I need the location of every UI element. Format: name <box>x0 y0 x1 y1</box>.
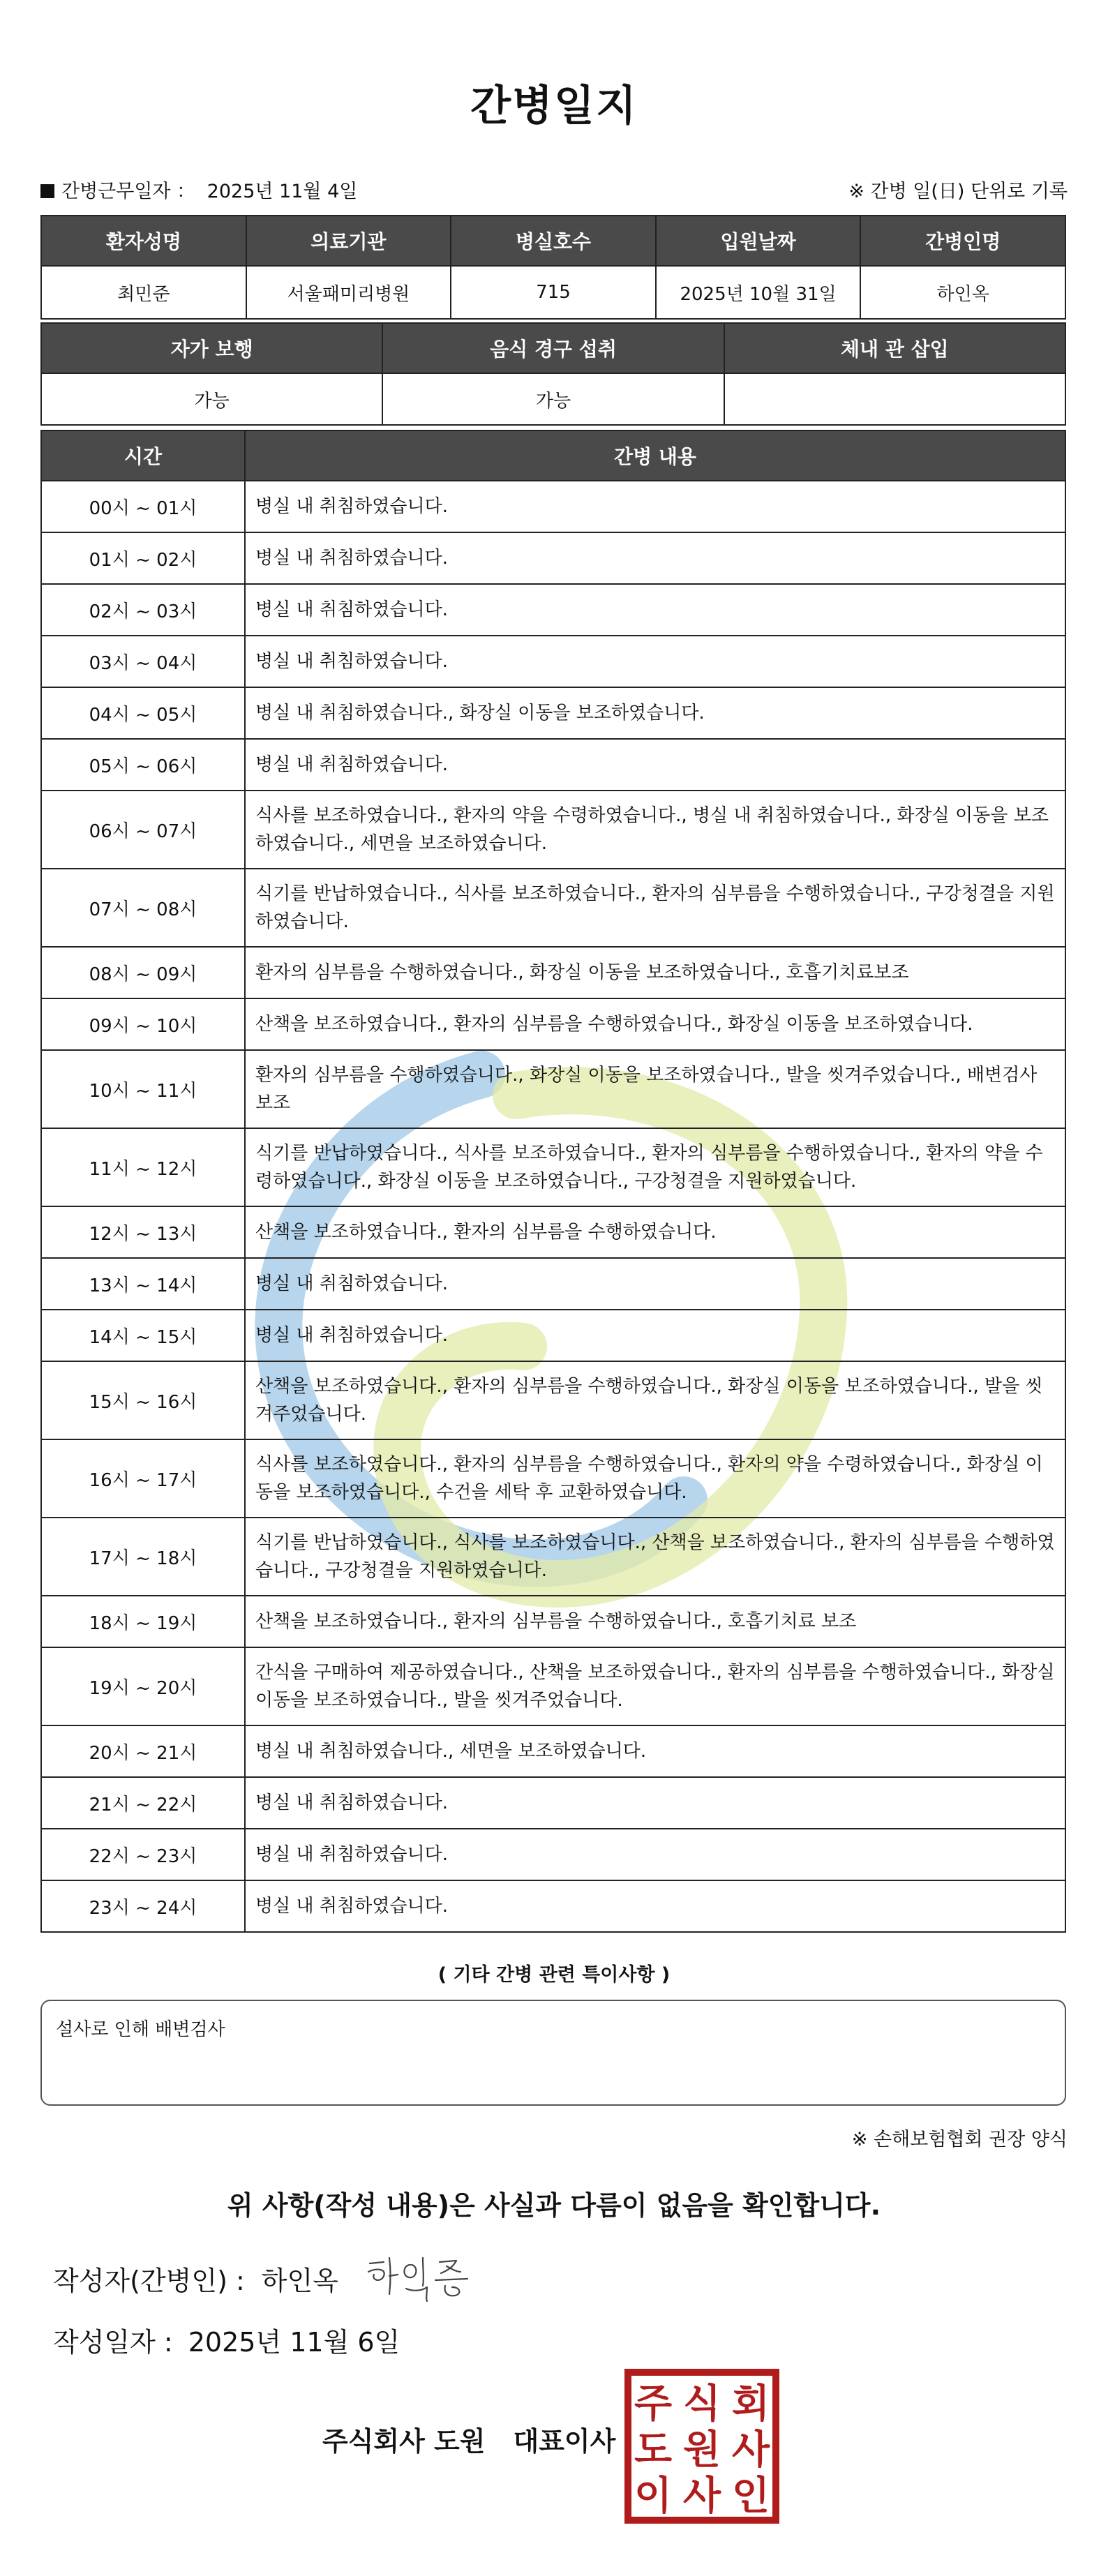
row-content: 병실 내 취침하였습니다. <box>245 1777 1065 1829</box>
table-row <box>41 1518 1065 1596</box>
table-row <box>41 1361 1065 1439</box>
table-row <box>41 1206 1065 1258</box>
hospital-name: 서울패미리병원 <box>246 266 451 319</box>
row-time: 01시 ~ 02시 <box>41 532 245 584</box>
table-row <box>41 532 1065 584</box>
row-time: 05시 ~ 06시 <box>41 739 245 791</box>
table-row <box>41 1310 1065 1361</box>
form-source-note: ※ 손해보험협회 권장 양식 <box>851 2129 1068 2150</box>
confirmation-statement: 위 사항(작성 내용)은 사실과 다름이 없음을 확인합니다. <box>227 2190 881 2221</box>
row-time: 19시 ~ 20시 <box>41 1647 245 1725</box>
row-time: 22시 ~ 23시 <box>41 1829 245 1880</box>
row-time: 14시 ~ 15시 <box>41 1310 245 1361</box>
row-content: 병실 내 취침하였습니다. <box>245 636 1065 687</box>
table-row <box>41 998 1065 1050</box>
row-content: 식사를 보조하였습니다., 환자의 심부름을 수행하였습니다., 환자의 약을 수령하였습니다., 화장실 이동을 보조하였습니다., 수건을 세탁 후 교환하였습니다. <box>245 1439 1065 1518</box>
row-content: 병실 내 취침하였습니다. <box>245 584 1065 636</box>
row-content: 간식을 구매하여 제공하였습니다., 산책을 보조하였습니다., 환자의 심부름을 수행하였습니다., 화장실 이동을 보조하였습니다., 발을 씻겨주었습니다. <box>245 1647 1065 1725</box>
svg-text:원: 원 <box>682 2427 721 2473</box>
table-row <box>41 1258 1065 1310</box>
author-name: 하인옥 <box>261 2266 338 2296</box>
svg-text:인: 인 <box>731 2473 770 2519</box>
row-content: 병실 내 취침하였습니다. <box>245 1880 1065 1932</box>
row-time: 09시 ~ 10시 <box>41 998 245 1050</box>
special-notes-text: 설사로 인해 배변검사 <box>56 2019 225 2040</box>
row-content: 병실 내 취침하였습니다. <box>245 481 1065 532</box>
header-hospital: 의료기관 <box>246 216 451 266</box>
caregiver-name: 하인옥 <box>860 266 1065 319</box>
work-date-value: 2025년 11월 4일 <box>207 181 358 202</box>
company-line <box>322 2420 615 2458</box>
row-time: 15시 ~ 16시 <box>41 1361 245 1439</box>
self-walking-value: 가능 <box>41 373 382 425</box>
row-time: 11시 ~ 12시 <box>41 1128 245 1206</box>
work-date-line <box>40 176 357 203</box>
table-row <box>41 791 1065 869</box>
table-row <box>41 584 1065 636</box>
row-time: 02시 ~ 03시 <box>41 584 245 636</box>
written-date-line <box>53 2321 400 2359</box>
row-time: 08시 ~ 09시 <box>41 947 245 998</box>
row-content: 병실 내 취침하였습니다., 화장실 이동을 보조하였습니다. <box>245 687 1065 739</box>
table-row <box>41 1596 1065 1647</box>
company-name: 주식회사 도원 <box>322 2426 486 2457</box>
unit-note: ※ 간병 일(日) 단위로 기록 <box>848 181 1068 202</box>
row-content: 식사를 보조하였습니다., 환자의 약을 수령하였습니다., 병실 내 취침하였습니다., 화장실 이동을 보조하였습니다., 세면을 보조하였습니다. <box>245 791 1065 869</box>
row-content: 식기를 반납하였습니다., 식사를 보조하였습니다., 산책을 보조하였습니다., 환자의 심부름을 수행하였습니다., 구강청결을 지원하였습니다. <box>245 1518 1065 1596</box>
patient-info-header-row <box>41 216 1065 266</box>
patient-info-table <box>40 215 1066 320</box>
row-content: 식기를 반납하였습니다., 식사를 보조하였습니다., 환자의 심부름을 수행하였습니다., 환자의 약을 수령하였습니다., 화장실 이동을 보조하였습니다., 구강청결을 지원하였습니다. <box>245 1128 1065 1206</box>
author-line <box>53 2259 338 2298</box>
admission-date: 2025년 10월 31일 <box>656 266 861 319</box>
company-seal-stamp <box>624 2368 780 2524</box>
row-time: 13시 ~ 14시 <box>41 1258 245 1310</box>
patient-status-table <box>40 322 1066 426</box>
row-content: 산책을 보조하였습니다., 환자의 심부름을 수행하였습니다., 호흡기치료 보조 <box>245 1596 1065 1647</box>
table-row <box>41 1050 1065 1128</box>
tube-insertion-value <box>724 373 1065 425</box>
row-time: 17시 ~ 18시 <box>41 1518 245 1596</box>
row-time: 23시 ~ 24시 <box>41 1880 245 1932</box>
table-row <box>41 947 1065 998</box>
patient-info-value-row <box>41 266 1065 319</box>
written-date-value: 2025년 11월 6일 <box>188 2327 400 2358</box>
row-content: 병실 내 취침하였습니다. <box>245 1829 1065 1880</box>
row-time: 18시 ~ 19시 <box>41 1596 245 1647</box>
row-time: 06시 ~ 07시 <box>41 791 245 869</box>
row-time: 07시 ~ 08시 <box>41 869 245 947</box>
row-time: 10시 ~ 11시 <box>41 1050 245 1128</box>
svg-text:도: 도 <box>634 2427 673 2473</box>
table-row <box>41 1880 1065 1932</box>
row-content: 병실 내 취침하였습니다. <box>245 739 1065 791</box>
header-time: 시간 <box>41 430 245 481</box>
company-representative: 대표이사 <box>513 2426 616 2457</box>
oral-intake-value: 가능 <box>382 373 724 425</box>
document-title: 간병일지 <box>470 82 638 130</box>
table-row <box>41 1647 1065 1725</box>
svg-text:회: 회 <box>731 2381 770 2427</box>
patient-name: 최민준 <box>41 266 246 319</box>
header-tube-insertion: 체내 관 삽입 <box>724 323 1065 373</box>
row-time: 04시 ~ 05시 <box>41 687 245 739</box>
work-date-label: 간병근무일자 ： <box>61 181 196 202</box>
status-value-row <box>41 373 1065 425</box>
table-row <box>41 1829 1065 1880</box>
row-time: 00시 ~ 01시 <box>41 481 245 532</box>
table-row <box>41 687 1065 739</box>
header-self-walking: 자가 보행 <box>41 323 382 373</box>
table-row <box>41 739 1065 791</box>
row-content: 식기를 반납하였습니다., 식사를 보조하였습니다., 환자의 심부름을 수행하였습니다., 구강청결을 지원하였습니다. <box>245 869 1065 947</box>
header-oral-intake: 음식 경구 섭취 <box>382 323 724 373</box>
row-time: 20시 ~ 21시 <box>41 1725 245 1777</box>
table-row <box>41 1128 1065 1206</box>
header-admission-date: 입원날짜 <box>656 216 861 266</box>
header-room: 병실호수 <box>451 216 656 266</box>
special-notes-title: ( 기타 간병 관련 특이사항 ) <box>437 1964 671 1986</box>
header-care-content: 간병 내용 <box>245 430 1065 481</box>
row-content: 병실 내 취침하였습니다., 세면을 보조하였습니다. <box>245 1725 1065 1777</box>
care-log-table <box>40 430 1066 1933</box>
row-time: 03시 ~ 04시 <box>41 636 245 687</box>
row-content: 환자의 심부름을 수행하였습니다., 화장실 이동을 보조하였습니다., 발을 씻겨주었습니다., 배변검사 보조 <box>245 1050 1065 1128</box>
table-row <box>41 481 1065 532</box>
row-content: 산책을 보조하였습니다., 환자의 심부름을 수행하였습니다. <box>245 1206 1065 1258</box>
header-caregiver: 간병인명 <box>860 216 1065 266</box>
row-time: 16시 ~ 17시 <box>41 1439 245 1518</box>
row-content: 산책을 보조하였습니다., 환자의 심부름을 수행하였습니다., 화장실 이동을 보조하였습니다. <box>245 998 1065 1050</box>
author-label: 작성자(간병인) : <box>53 2266 245 2296</box>
written-date-label: 작성일자 : <box>53 2327 173 2358</box>
care-log-header-row <box>41 430 1065 481</box>
row-time: 21시 ~ 22시 <box>41 1777 245 1829</box>
svg-text:사: 사 <box>682 2473 721 2519</box>
svg-text:식: 식 <box>682 2381 721 2427</box>
header-patient-name: 환자성명 <box>41 216 246 266</box>
row-content: 병실 내 취침하였습니다. <box>245 532 1065 584</box>
svg-text:주: 주 <box>634 2381 673 2427</box>
handwritten-signature <box>363 2248 488 2304</box>
table-row <box>41 1777 1065 1829</box>
row-content: 병실 내 취침하였습니다. <box>245 1310 1065 1361</box>
svg-text:사: 사 <box>731 2427 770 2473</box>
special-notes-box <box>40 2000 1066 2106</box>
square-bullet-icon <box>40 184 54 198</box>
table-row <box>41 1725 1065 1777</box>
row-time: 12시 ~ 13시 <box>41 1206 245 1258</box>
status-header-row <box>41 323 1065 373</box>
table-row <box>41 636 1065 687</box>
row-content: 환자의 심부름을 수행하였습니다., 화장실 이동을 보조하였습니다., 호흡기치료보조 <box>245 947 1065 998</box>
row-content: 병실 내 취침하였습니다. <box>245 1258 1065 1310</box>
table-row <box>41 869 1065 947</box>
svg-text:이: 이 <box>634 2473 673 2519</box>
row-content: 산책을 보조하였습니다., 환자의 심부름을 수행하였습니다., 화장실 이동을 보조하였습니다., 발을 씻겨주었습니다. <box>245 1361 1065 1439</box>
room-number: 715 <box>451 266 656 319</box>
table-row <box>41 1439 1065 1518</box>
